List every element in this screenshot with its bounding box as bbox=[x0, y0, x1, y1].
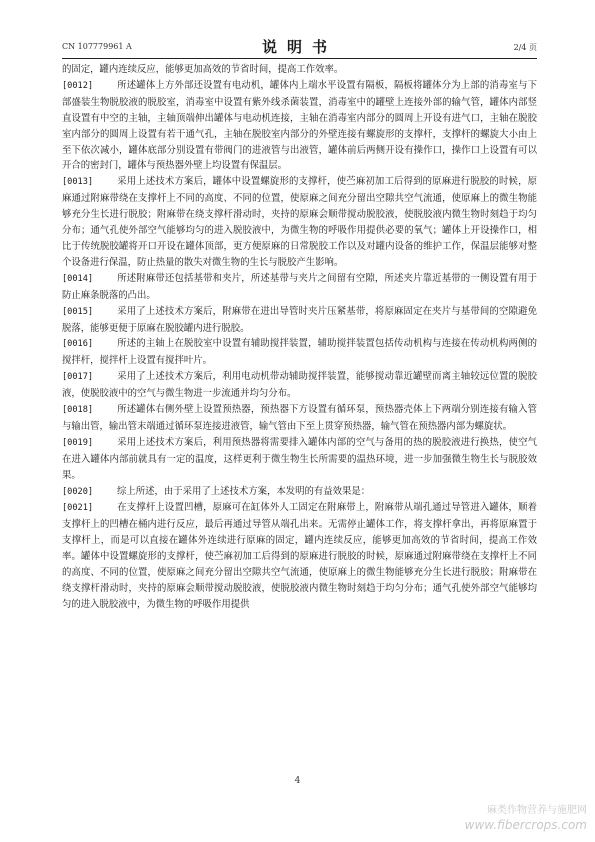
paragraph-text: 所述罐体上方外部还设置有电动机，罐体内上端水平设置有隔板，隔板将罐体分为上部的消毒室与下部盛装生物脱胶液的脱胶室，消毒室中设置有紫外线杀菌装置，消毒室中的罐壁上连接外部的输气管，罐体内部竖直设置有中空的主轴，主轴顶端伸出罐体与电动机连接，主轴在消毒室内部分的圆周上开设有进气口，主轴在脱胶室内部分的圆周上设置有若干通气孔，主轴在脱胶室内部分的外壁连接有螺旋形的支撑杆，支撑杆的螺旋大小由上至下依次减小，罐体底部分别设置有带阀门的进液管与出液管，罐体前后两侧开设有操作口，操作口上设置有可以开合的密封门，罐体与预热器外壁上均设置有保温层。 bbox=[62, 79, 537, 172]
paragraph-text: 所述的主轴上在脱胶室中设置有辅助搅拌装置，辅助搅拌装置包括传动机构与连接在传动机构两侧的搅拌杆，搅拌杆上设置有搅拌叶片。 bbox=[62, 338, 537, 367]
paragraph-number: [0012] bbox=[62, 80, 94, 91]
page-number: 4 bbox=[294, 776, 301, 786]
paragraph bbox=[62, 484, 537, 501]
paragraph-number: [0015] bbox=[62, 306, 94, 317]
paragraph bbox=[62, 271, 537, 304]
paragraph-text: 采用了上述技术方案后，利用电动机带动辅助搅拌装置，能够搅动靠近罐壁而离主轴较远位置的脱胶液，使脱胶液中的空气与微生物进一步流通并均匀分布。 bbox=[62, 371, 537, 400]
watermark bbox=[465, 803, 587, 833]
document-body bbox=[62, 62, 537, 613]
page-indicator: 2/4 页 bbox=[513, 43, 537, 52]
paragraph-number: [0019] bbox=[62, 437, 94, 448]
paragraph-text: 综上所述，由于采用了上述技术方案，本发明的有益效果是： bbox=[117, 485, 371, 497]
paragraph bbox=[62, 304, 537, 337]
paragraph-text: 的固定，罐内连续反应，能够更加高效的节省时间，提高工作效率。 bbox=[62, 64, 344, 75]
paragraph-number: [0013] bbox=[62, 177, 94, 188]
paragraph bbox=[62, 500, 537, 612]
patent-number: CN 107779961 A bbox=[62, 42, 132, 51]
paragraph-number: [0017] bbox=[62, 372, 94, 383]
paragraph-number: [0014] bbox=[62, 273, 94, 284]
paragraph-text: 采用了上述技术方案后，附麻带在进出导管时夹片压紧基带，将原麻固定在夹片与基带间的空隙避免脱落，能够更便于原麻在脱胶罐内进行脱胶。 bbox=[62, 305, 537, 334]
paragraph bbox=[62, 369, 537, 402]
paragraph bbox=[62, 62, 537, 78]
paragraph bbox=[62, 174, 537, 270]
paragraph-text: 在支撑杆上设置凹槽，原麻可在缸体外人工固定在附麻带上，附麻带从端孔通过导管进入罐体，顺着支撑杆上的凹槽在桶内进行反应，最后再通过导管从端孔出来。无需停止罐体工作，将支撑杆拿出，再将原麻置于支撑杆上，而是可以直接在罐体外连续进行原麻的固定，罐内连续反应，能够更加高效的节省时间，提高工作效率。罐体中设置螺旋形的支撑杆，使苎麻初加工后得到的原麻进行脱胶的时候，原麻通过附麻带绕在支撑杆上不同的高度、不同的位置，使原麻之间充分留出空隙共空气流通，使原麻上的微生物能够充分生长进行脱胶；附麻带在绕支撑杆滑动时，夹持的原麻会顺带搅动脱胶液，使脱胶液内微生物时刻趋于均匀分布；通气孔使外部空气能够均匀的进入脱胶液中，为微生物的呼吸作用提供 bbox=[62, 502, 537, 610]
page-header bbox=[62, 36, 537, 59]
paragraph bbox=[62, 435, 537, 484]
paragraph-text: 采用上述技术方案后，利用预热器将需要排入罐体内部的空气与备用的热的脱胶液进行换热，使空气在进入罐体内部前就具有一定的温度，这样更利于微生物生长所需要的温热环境，进一步加强微生物生长与脱胶效果。 bbox=[62, 436, 537, 481]
paragraph bbox=[62, 402, 537, 435]
watermark-url: www.fibercrops.com bbox=[464, 818, 587, 832]
paragraph-text: 所述罐体右侧外壁上设置预热器，预热器下方设置有循环泵，预热器壳体上下两端分别连接有输入管与输出管，输出管末端通过循环泵连接进液管，输气管由下至上贯穿预热器，输气管在预热器内部为螺旋状。 bbox=[62, 404, 537, 432]
paragraph-number: [0020] bbox=[62, 486, 94, 497]
paragraph-text: 所述附麻带还包括基带和夹片，所述基带与夹片之间留有空隙，所述夹片靠近基带的一侧设置有用于防止麻条脱落的凸出。 bbox=[62, 272, 537, 301]
paragraph-number: [0021] bbox=[62, 503, 94, 514]
watermark-site-name: 麻类作物营养与施肥网 bbox=[487, 805, 587, 816]
paragraph bbox=[62, 78, 537, 174]
document-title: 说明书 bbox=[261, 38, 337, 56]
paragraph-number: [0016] bbox=[62, 339, 94, 350]
paragraph bbox=[62, 336, 537, 369]
paragraph-number: [0018] bbox=[62, 405, 94, 416]
paragraph-text: 采用上述技术方案后，罐体中设置螺旋形的支撑杆，使苎麻初加工后得到的原麻进行脱胶的时候，原麻通过附麻带绕在支撑杆上不同的高度、不同的位置，使原麻之间充分留出空隙共空气流通，使原麻上的微生物能够充分生长进行脱胶；附麻带在绕支撑杆滑动时，夹持的原麻会顺带搅动脱胶液，使脱胶液内微生物时刻趋于均匀分布；通气孔使外部空气能够均匀的进入脱胶液中，为微生物的呼吸作用提供必要的氧气；罐体上开设操作口，相比于传统脱胶罐将开口开设在罐体顶部，更方便原麻的日常脱胶工作以及对罐内设备的维护工作，保温层能够对整个设备进行保温，防止热量的散失对微生物的生长与脱胶产生影响。 bbox=[62, 176, 537, 268]
